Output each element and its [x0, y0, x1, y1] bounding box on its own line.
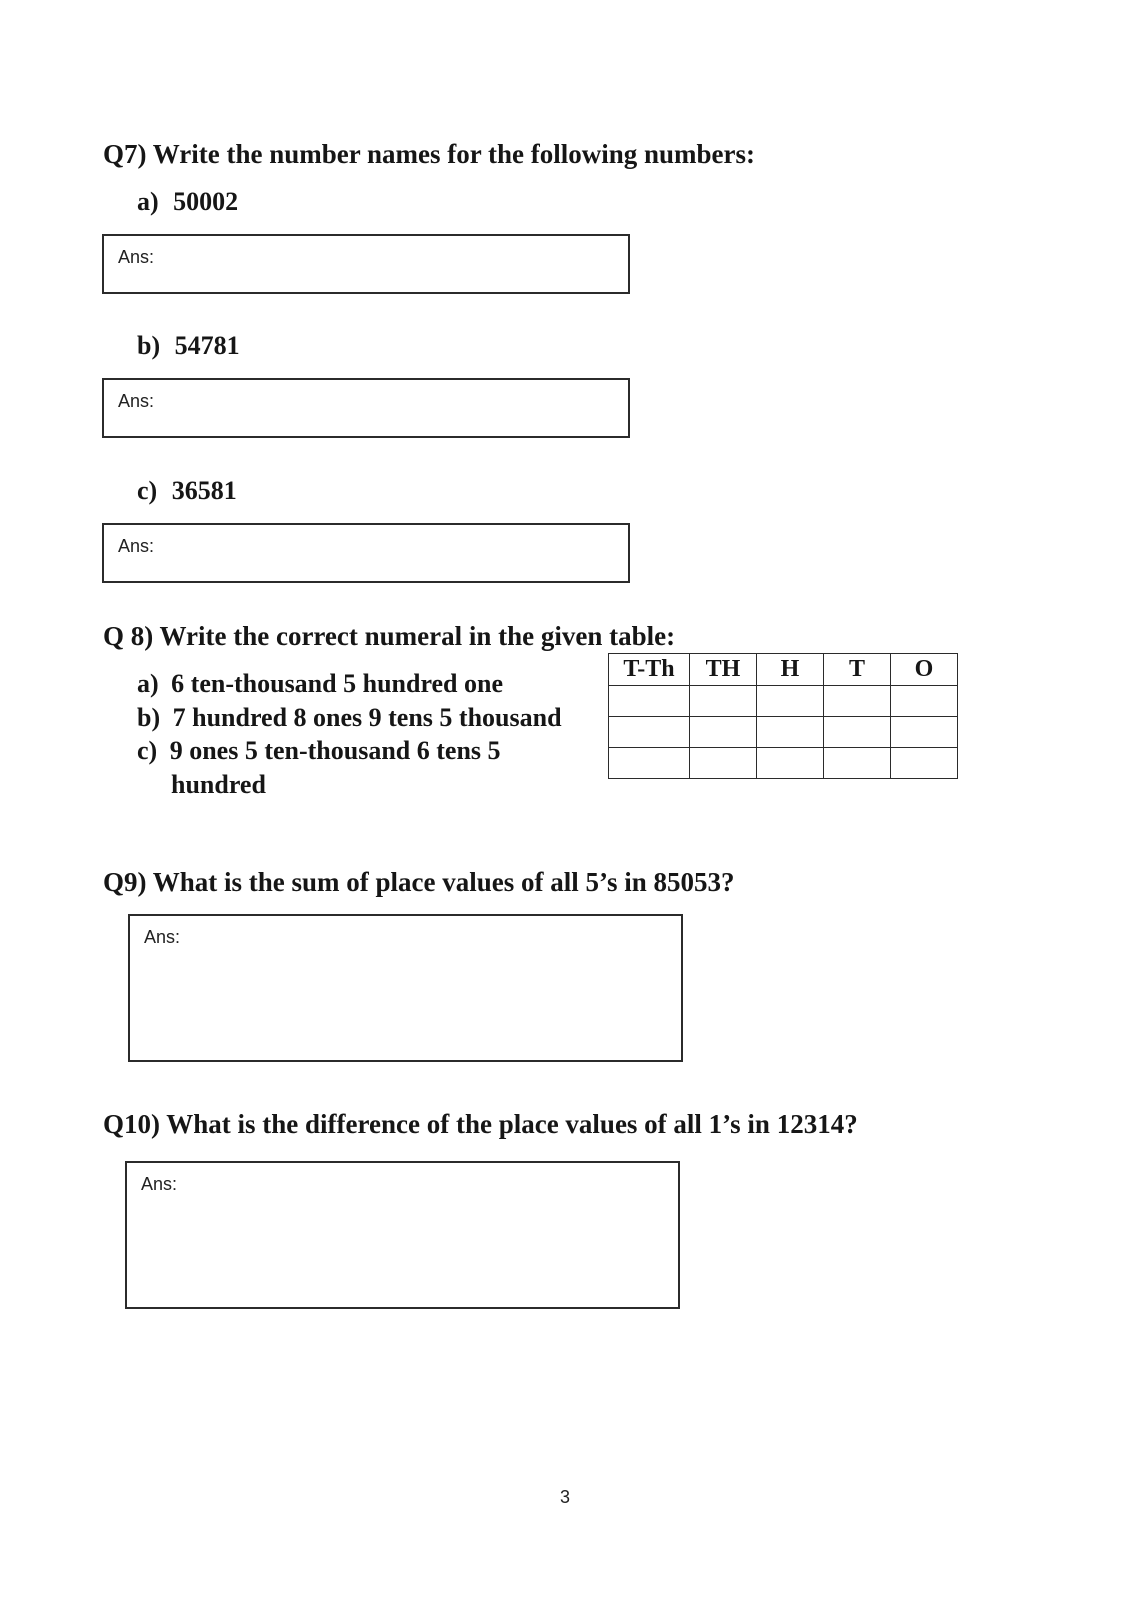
header-ten-thousands: T-Th	[609, 654, 690, 686]
q7-part-a-number: 50002	[173, 187, 239, 216]
q7-part-a	[137, 186, 238, 218]
ans-label: Ans:	[144, 927, 181, 947]
ans-label: Ans:	[118, 536, 155, 556]
q8-title: Q 8) Write the correct numeral in the given table:	[103, 621, 676, 651]
table-cell[interactable]	[609, 686, 690, 717]
table-cell[interactable]	[891, 717, 958, 748]
ans-label: Ans:	[118, 391, 155, 411]
table-cell[interactable]	[690, 717, 757, 748]
table-row	[609, 686, 958, 717]
table-cell[interactable]	[757, 748, 824, 779]
header-ones: O	[891, 654, 958, 686]
q8-item-b	[137, 702, 562, 734]
q8-item-a-text: 6 ten-thousand 5 hundred one	[171, 669, 504, 698]
table-cell[interactable]	[690, 748, 757, 779]
page-number: 3	[560, 1487, 571, 1507]
q7-a-answer-box[interactable]	[102, 234, 630, 294]
q8-item-a	[137, 668, 503, 700]
q9-answer-box[interactable]	[128, 914, 683, 1062]
q7-b-answer-box[interactable]	[102, 378, 630, 438]
table-cell[interactable]	[891, 748, 958, 779]
q10-answer-box[interactable]	[125, 1161, 680, 1309]
place-value-table	[608, 653, 958, 779]
q8-item-c-continuation: hundred	[171, 770, 266, 799]
table-cell[interactable]	[757, 686, 824, 717]
q8-item-a-label: a)	[137, 669, 159, 698]
q8-item-c-label: c)	[137, 736, 158, 765]
q8-item-b-label: b)	[137, 703, 161, 732]
q7-part-b-label: b)	[137, 331, 161, 360]
place-value-header-row	[609, 654, 958, 686]
ans-label: Ans:	[118, 247, 155, 267]
q7-part-b	[137, 330, 240, 362]
q10-title: Q10) What is the difference of the place values of all 1’s in 12314?	[103, 1109, 858, 1139]
q7-title: Q7) Write the number names for the following numbers:	[103, 139, 755, 169]
q7-part-a-label: a)	[137, 187, 159, 216]
q7-part-c-number: 36581	[171, 476, 237, 505]
q8-item-b-text: 7 hundred 8 ones 9 tens 5 thousand	[172, 703, 562, 732]
table-row	[609, 717, 958, 748]
table-cell[interactable]	[609, 717, 690, 748]
q7-part-b-number: 54781	[174, 331, 240, 360]
q7-c-answer-box[interactable]	[102, 523, 630, 583]
table-cell[interactable]	[757, 717, 824, 748]
table-cell[interactable]	[824, 748, 891, 779]
q7-part-c-label: c)	[137, 476, 158, 505]
table-row	[609, 748, 958, 779]
q7-part-c	[137, 475, 237, 507]
ans-label: Ans:	[141, 1174, 178, 1194]
q8-item-c-text: 9 ones 5 ten-thousand 6 tens 5	[169, 736, 501, 765]
table-cell[interactable]	[690, 686, 757, 717]
header-tens: T	[824, 654, 891, 686]
header-hundreds: H	[757, 654, 824, 686]
header-thousands: TH	[690, 654, 757, 686]
table-cell[interactable]	[824, 686, 891, 717]
q9-title: Q9) What is the sum of place values of all 5’s in 85053?	[103, 867, 735, 897]
table-cell[interactable]	[824, 717, 891, 748]
q8-item-c	[137, 735, 501, 767]
table-cell[interactable]	[609, 748, 690, 779]
table-cell[interactable]	[891, 686, 958, 717]
